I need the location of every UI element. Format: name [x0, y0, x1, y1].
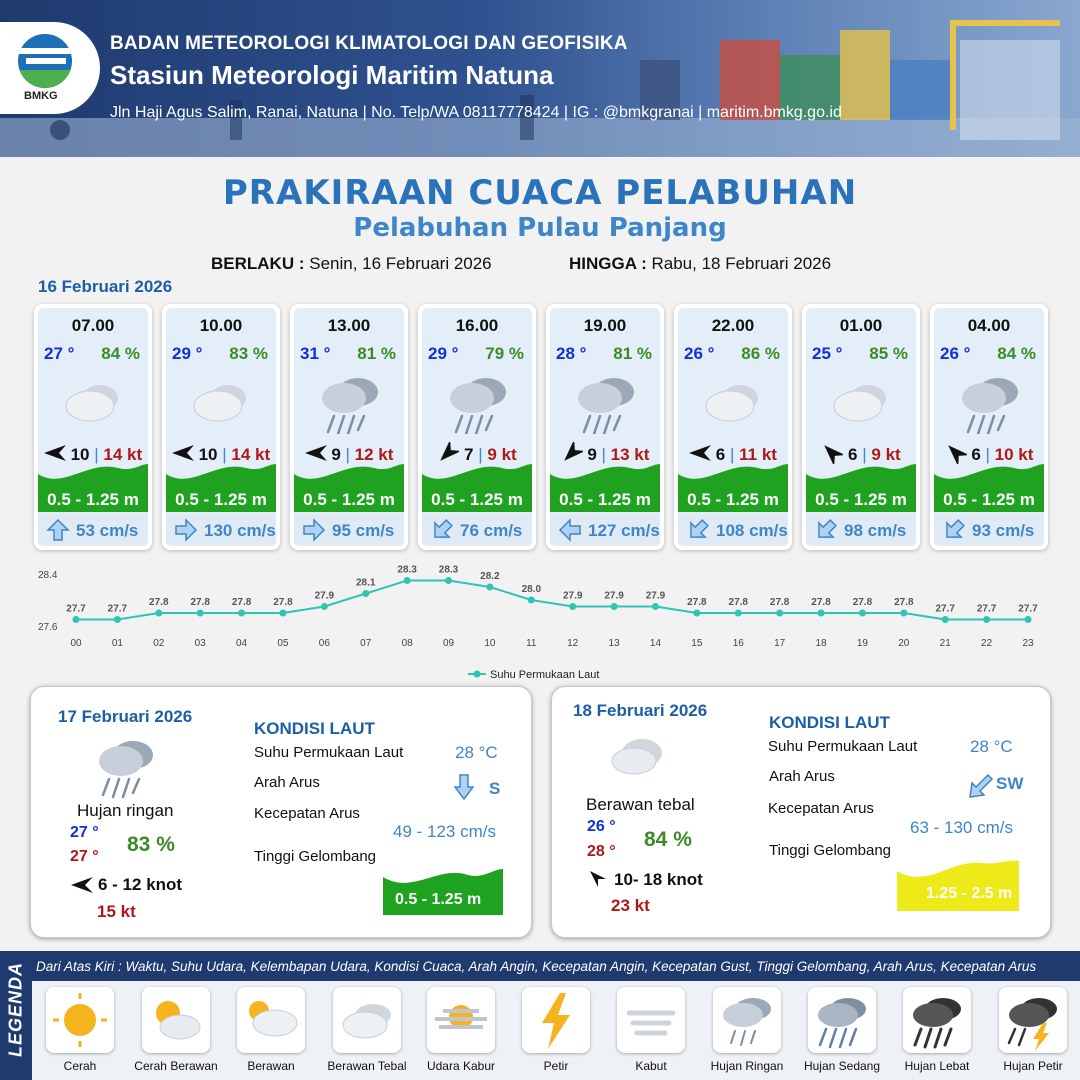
- data-point: [818, 610, 825, 617]
- sst-line: [76, 581, 1028, 620]
- wind-separator: |: [725, 445, 740, 464]
- x-tick-label: 17: [774, 638, 786, 649]
- valid-to: [569, 254, 831, 274]
- data-point: [1025, 616, 1032, 623]
- data-point: [155, 610, 162, 617]
- card-current-speed: 93 cm/s: [972, 521, 1035, 540]
- data-label: 27.9: [645, 590, 666, 602]
- legend-icon-box: [427, 987, 495, 1053]
- x-tick-label: 08: [401, 638, 413, 649]
- legend-item: [520, 987, 592, 1073]
- legend-label: Hujan Sedang: [803, 1059, 881, 1073]
- x-tick-label: 19: [856, 638, 868, 649]
- wind-speed: 9: [587, 445, 597, 464]
- data-point: [114, 616, 121, 623]
- day3-speed: 63 - 130 cm/s: [910, 818, 1013, 837]
- legend-label: Petir: [543, 1059, 569, 1073]
- data-point: [859, 610, 866, 617]
- rain-light-icon: [89, 731, 165, 807]
- data-label: 27.7: [1018, 603, 1038, 615]
- data-point: [983, 616, 990, 623]
- x-tick-label: 15: [691, 638, 703, 649]
- wind-direction-icon: [689, 442, 711, 464]
- day3-sst-label: Suhu Permukaan Laut: [768, 738, 918, 755]
- legend-item: [711, 987, 783, 1073]
- card-time: 16.00: [455, 316, 499, 335]
- data-point: [776, 610, 783, 617]
- y-tick-label: 28.4: [38, 570, 58, 581]
- card-wave-height: 0.5 - 1.25 m: [559, 490, 651, 509]
- legend-label: Berawan: [247, 1059, 295, 1073]
- card-temperature: 28 °: [556, 344, 587, 363]
- lightning-icon: [522, 987, 590, 1053]
- legend-label: Berawan Tebal: [327, 1059, 407, 1073]
- data-label: 27.8: [687, 597, 707, 608]
- day3-date: 18 Februari 2026: [573, 701, 708, 720]
- gust-speed: 13 kt: [610, 445, 650, 464]
- forecast-card: [930, 304, 1048, 550]
- wind-direction-icon: [172, 442, 194, 464]
- day2-speed: 49 - 123 cm/s: [393, 822, 496, 841]
- current-direction-icon: [174, 518, 198, 542]
- data-point: [693, 610, 700, 617]
- valid-to-value: Rabu, 18 Februari 2026: [651, 254, 832, 273]
- y-tick-label: 27.6: [38, 622, 58, 633]
- day2-wind: 6 - 12 knot: [98, 875, 183, 894]
- cloud-thick-icon: [58, 370, 128, 434]
- x-tick-label: 11: [526, 638, 537, 649]
- legend-label: Cerah Berawan: [134, 1059, 218, 1073]
- legend-item: [615, 987, 687, 1073]
- data-point: [735, 610, 742, 617]
- day3-sea-title: KONDISI LAUT: [769, 713, 890, 732]
- card-humidity: 81 %: [613, 344, 652, 363]
- day3-wave: 1.25 - 2.5 m: [926, 885, 1013, 902]
- rain-light-icon: [570, 370, 640, 434]
- card-current-speed: 95 cm/s: [332, 521, 395, 540]
- day2-panel: [30, 686, 532, 938]
- day2-sea-title: KONDISI LAUT: [254, 719, 375, 738]
- card-humidity: 85 %: [869, 344, 908, 363]
- legend-icon-box: [46, 987, 114, 1053]
- day3-condition: Berawan tebal: [586, 795, 695, 814]
- rain-moderate-icon: [808, 987, 876, 1053]
- data-point: [445, 577, 452, 584]
- card-wind: [678, 442, 788, 465]
- card-humidity: 81 %: [357, 344, 396, 363]
- data-point: [404, 577, 411, 584]
- forecast-card: [162, 304, 280, 550]
- wind-speed: 6: [715, 445, 726, 464]
- data-label: 27.8: [231, 597, 252, 608]
- current-direction-icon: [686, 518, 710, 542]
- card-body: [550, 308, 660, 546]
- data-label: 27.7: [107, 603, 128, 615]
- data-label: 27.7: [935, 603, 955, 615]
- card-current-speed: 98 cm/s: [844, 521, 907, 540]
- day2-sst-label: Suhu Permukaan Laut: [254, 744, 404, 761]
- current-direction-icon: [942, 518, 966, 542]
- day3-panel: [551, 686, 1051, 938]
- day2-temp-min: 27 °: [70, 824, 99, 841]
- day2-condition: Hujan ringan: [77, 801, 174, 820]
- data-point: [942, 616, 949, 623]
- card-body: [166, 308, 276, 546]
- data-label: 27.7: [976, 603, 997, 615]
- day3-humidity: 84 %: [644, 828, 692, 851]
- gust-speed: 14 kt: [103, 445, 143, 464]
- data-label: 27.8: [728, 597, 748, 608]
- data-point: [238, 610, 245, 617]
- wind-speed: 6: [971, 445, 981, 464]
- legend-label: Hujan Lebat: [904, 1059, 970, 1073]
- card-temperature: 26 °: [684, 344, 715, 363]
- wind-separator: |: [596, 445, 611, 464]
- legend-item: [44, 987, 116, 1073]
- day3-temp-min: 26 °: [587, 818, 616, 835]
- x-tick-label: 22: [981, 638, 993, 649]
- current-direction-icon: [558, 518, 582, 542]
- legend-label: Udara Kabur: [426, 1059, 496, 1073]
- station-name: Stasiun Meteorologi Maritim Natuna: [110, 60, 554, 90]
- day3-temp-max: 28 °: [587, 843, 616, 860]
- wind-direction-icon: [437, 442, 459, 464]
- x-tick-label: 21: [939, 638, 951, 649]
- current-arrow-icon: [454, 773, 474, 801]
- wind-speed: 6: [848, 445, 858, 464]
- day2-dir-label: Arah Arus: [254, 774, 320, 791]
- forecast-card: [802, 304, 920, 550]
- wind-separator: |: [89, 445, 104, 464]
- card-temperature: 29 °: [172, 344, 203, 363]
- day3-wind: 10- 18 knot: [614, 870, 703, 889]
- card-wind: [806, 442, 916, 465]
- legend-icon-box: [903, 987, 971, 1053]
- day3-speed-label: Kecepatan Arus: [768, 800, 874, 817]
- legend-icon-box: [713, 987, 781, 1053]
- card-wave-height: 0.5 - 1.25 m: [431, 490, 523, 509]
- day2-speed-label: Kecepatan Arus: [254, 805, 360, 822]
- legend-label: Cerah: [63, 1059, 97, 1073]
- valid-from-label: BERLAKU :: [211, 254, 305, 273]
- rain-light-icon: [442, 370, 512, 434]
- card-time: 22.00: [711, 316, 755, 335]
- x-tick-label: 05: [277, 638, 289, 649]
- card-temperature: 26 °: [940, 344, 971, 363]
- forecast-card: [418, 304, 536, 550]
- legend-item: [803, 987, 881, 1073]
- cloud-thick-icon: [608, 731, 668, 781]
- x-tick-label: 20: [898, 638, 910, 649]
- rain-light-icon: [954, 370, 1024, 434]
- wind-speed: 9: [331, 445, 341, 464]
- wind-separator: |: [217, 445, 232, 464]
- legend-item: [901, 987, 973, 1073]
- card-wind: [38, 442, 148, 465]
- x-tick-label: 04: [236, 638, 248, 649]
- data-label: 27.8: [273, 597, 293, 608]
- card-current-speed: 53 cm/s: [76, 521, 139, 540]
- cloud-icon: [237, 987, 305, 1053]
- legend-title: LEGENDA: [5, 962, 26, 1058]
- thunderstorm-icon: [999, 987, 1067, 1053]
- data-label: 27.9: [604, 590, 624, 602]
- data-point: [528, 597, 535, 604]
- legend-icon-box: [142, 987, 210, 1053]
- gust-speed: 12 kt: [354, 445, 394, 464]
- day2-wave: 0.5 - 1.25 m: [395, 891, 482, 908]
- legend-icon-box: [333, 987, 401, 1053]
- legend-item: [997, 987, 1069, 1073]
- wind-separator: |: [340, 445, 355, 464]
- data-label: 27.8: [149, 597, 169, 608]
- rain-light-icon: [314, 370, 384, 434]
- data-label: 28.3: [397, 564, 417, 576]
- wind-speed: 10: [198, 445, 218, 464]
- x-tick-label: 13: [608, 638, 620, 649]
- card-time: 19.00: [583, 316, 627, 335]
- card-humidity: 84 %: [101, 344, 140, 363]
- rain-heavy-icon: [903, 987, 971, 1053]
- card-current-speed: 108 cm/s: [716, 521, 788, 540]
- data-label: 27.9: [314, 590, 335, 602]
- forecast-card: [674, 304, 792, 550]
- gust-speed: 10 kt: [994, 445, 1034, 464]
- card-time: 13.00: [327, 316, 371, 335]
- data-label: 28.3: [438, 564, 459, 576]
- card-wind: [294, 442, 404, 465]
- x-tick-label: 07: [360, 638, 372, 649]
- card-wind: [550, 442, 660, 465]
- cloud-thick-icon: [186, 370, 256, 434]
- data-label: 28.0: [521, 584, 542, 595]
- gust-speed: 11 kt: [739, 445, 777, 464]
- legend-icon-box: [522, 987, 590, 1053]
- data-point: [652, 603, 659, 610]
- card-temperature: 31 °: [300, 344, 331, 363]
- port-name: Pelabuhan Pulau Panjang: [353, 213, 727, 243]
- sun-cloud-icon: [142, 987, 210, 1053]
- logo-text: BMKG: [24, 90, 58, 102]
- card-temperature: 25 °: [812, 344, 843, 363]
- card-time: 10.00: [199, 316, 243, 335]
- data-point: [486, 584, 493, 591]
- card-wave-height: 0.5 - 1.25 m: [815, 490, 907, 509]
- x-tick-label: 06: [318, 638, 330, 649]
- legend-icon-box: [808, 987, 876, 1053]
- card-current-speed: 127 cm/s: [588, 521, 660, 540]
- current-direction-icon: [430, 518, 454, 542]
- day2-humidity: 83 %: [127, 833, 175, 856]
- wind-speed: 10: [70, 445, 90, 464]
- bmkg-logo: [0, 22, 100, 114]
- card-body: [806, 308, 916, 546]
- day2-gust: 15 kt: [97, 902, 136, 921]
- x-tick-label: 09: [442, 638, 455, 649]
- data-point: [279, 610, 286, 617]
- haze-icon: [427, 987, 495, 1053]
- day2-date: 17 Februari 2026: [58, 707, 193, 726]
- rain-light-icon: [713, 987, 781, 1053]
- cloud-thick-icon: [333, 987, 401, 1053]
- card-body: [38, 308, 148, 546]
- x-tick-label: 14: [649, 638, 662, 649]
- wind-arrow-icon: [588, 869, 608, 889]
- card-humidity: 83 %: [229, 344, 268, 363]
- current-direction-icon: [46, 518, 70, 542]
- legend-label: Kabut: [635, 1059, 667, 1073]
- card-body: [934, 308, 1044, 546]
- fog-icon: [617, 987, 685, 1053]
- legend-icon-box: [617, 987, 685, 1053]
- current-direction-icon: [302, 518, 326, 542]
- wind-direction-icon: [561, 442, 583, 464]
- card-wind: [166, 442, 276, 465]
- card-body: [678, 308, 788, 546]
- x-tick-label: 01: [111, 638, 123, 649]
- legend-item: [425, 987, 497, 1073]
- forecast-card: [34, 304, 152, 550]
- x-tick-label: 12: [567, 638, 579, 649]
- legend-label: Suhu Permukaan Laut: [490, 669, 600, 681]
- legend-label: Hujan Ringan: [710, 1059, 784, 1073]
- data-point: [362, 590, 369, 597]
- legend-marker: [474, 671, 481, 678]
- data-label: 27.8: [190, 597, 210, 608]
- card-time: 07.00: [71, 316, 115, 335]
- wind-arrow-icon: [71, 877, 93, 893]
- agency-name: BADAN METEOROLOGI KLIMATOLOGI DAN GEOFISIKA: [110, 33, 628, 54]
- card-time: 04.00: [967, 316, 1011, 335]
- card-time: 01.00: [839, 316, 883, 335]
- header-banner: [0, 0, 1080, 157]
- wind-direction-icon: [44, 442, 66, 464]
- card-wave-height: 0.5 - 1.25 m: [47, 490, 139, 509]
- valid-to-label: HINGGA :: [569, 254, 647, 273]
- day2-dir: S: [489, 779, 501, 798]
- legend-icon-box: [999, 987, 1067, 1053]
- data-label: 27.8: [811, 597, 831, 608]
- day2-sst: 28 °C: [455, 743, 498, 762]
- legend-label: Hujan Petir: [1003, 1059, 1063, 1073]
- day3-dir-label: Arah Arus: [769, 768, 835, 785]
- card-humidity: 79 %: [485, 344, 524, 363]
- x-tick-label: 10: [484, 638, 496, 649]
- card-current-speed: 130 cm/s: [204, 521, 276, 540]
- legend-item: [327, 987, 407, 1073]
- cloud-thick-icon: [698, 370, 768, 434]
- page-title: PRAKIRAAN CUACA PELABUHAN: [222, 173, 858, 213]
- wind-direction-icon: [821, 442, 843, 464]
- data-label: 27.8: [852, 597, 873, 608]
- day1-date: 16 Februari 2026: [38, 277, 173, 296]
- valid-from-value: Senin, 16 Februari 2026: [309, 254, 492, 273]
- x-tick-label: 00: [70, 638, 82, 649]
- data-point: [611, 603, 618, 610]
- legend-bar: [0, 951, 1080, 1080]
- x-tick-label: 16: [732, 638, 744, 649]
- legend-icon-box: [237, 987, 305, 1053]
- valid-from: [211, 254, 492, 274]
- day2-temp-max: 27 °: [70, 848, 99, 865]
- x-tick-label: 23: [1022, 638, 1034, 649]
- wind-direction-icon: [305, 442, 327, 464]
- gust-speed: 9 kt: [871, 445, 901, 464]
- x-tick-label: 02: [153, 638, 165, 649]
- wind-separator: |: [980, 445, 995, 464]
- card-wave-height: 0.5 - 1.25 m: [303, 490, 395, 509]
- current-arrow-icon: [968, 773, 994, 799]
- card-humidity: 86 %: [741, 344, 780, 363]
- card-current-speed: 76 cm/s: [460, 521, 523, 540]
- day3-dir: SW: [996, 774, 1024, 793]
- card-wind: [422, 442, 532, 465]
- legend-description: Dari Atas Kiri : Waktu, Suhu Udara, Kelembapan Udara, Kondisi Cuaca, Arah Angin, Kecepatan Angin, Kecepatan Gust, Tinggi Gelombang, Arah Arus, Kecepatan Arus: [36, 959, 1037, 974]
- current-direction-icon: [814, 518, 838, 542]
- day2-wave-label: Tinggi Gelombang: [254, 848, 377, 865]
- day3-gust: 23 kt: [611, 896, 650, 915]
- data-point: [197, 610, 204, 617]
- data-label: 27.8: [894, 597, 914, 608]
- card-body: [294, 308, 404, 546]
- card-wave-height: 0.5 - 1.25 m: [175, 490, 267, 509]
- data-point: [73, 616, 80, 623]
- contact-info: Jln Haji Agus Salim, Ranai, Natuna | No. Telp/WA 08117778424 | IG : @bmkgranai | maritim.bmkg.go.id: [110, 104, 842, 121]
- legend-item: [235, 987, 307, 1073]
- wind-speed: 7: [464, 445, 474, 464]
- card-temperature: 29 °: [428, 344, 459, 363]
- data-point: [900, 610, 907, 617]
- wind-separator: |: [473, 445, 488, 464]
- card-body: [422, 308, 532, 546]
- data-label: 27.8: [769, 597, 790, 608]
- data-label: 27.9: [562, 590, 583, 602]
- sst-chart: [30, 560, 1050, 685]
- card-wave-height: 0.5 - 1.25 m: [943, 490, 1035, 509]
- wind-separator: |: [857, 445, 872, 464]
- gust-speed: 14 kt: [231, 445, 271, 464]
- card-wind: [934, 442, 1044, 465]
- data-label: 28.1: [356, 577, 376, 589]
- legend-item: [134, 987, 218, 1073]
- card-humidity: 84 %: [997, 344, 1036, 363]
- forecast-card: [290, 304, 408, 550]
- day3-sst: 28 °C: [970, 737, 1013, 756]
- data-label: 27.7: [66, 603, 86, 615]
- data-point: [321, 603, 328, 610]
- card-wave-height: 0.5 - 1.25 m: [687, 490, 779, 509]
- wind-direction-icon: [945, 442, 967, 464]
- cloud-thick-icon: [826, 370, 896, 434]
- gust-speed: 9 kt: [487, 445, 517, 464]
- data-label: 28.2: [480, 571, 500, 582]
- x-tick-label: 03: [194, 638, 206, 649]
- x-tick-label: 18: [815, 638, 827, 649]
- forecast-card: [546, 304, 664, 550]
- day3-wave-label: Tinggi Gelombang: [769, 842, 892, 859]
- sun-icon: [46, 987, 114, 1053]
- card-temperature: 27 °: [44, 344, 75, 363]
- data-point: [569, 603, 576, 610]
